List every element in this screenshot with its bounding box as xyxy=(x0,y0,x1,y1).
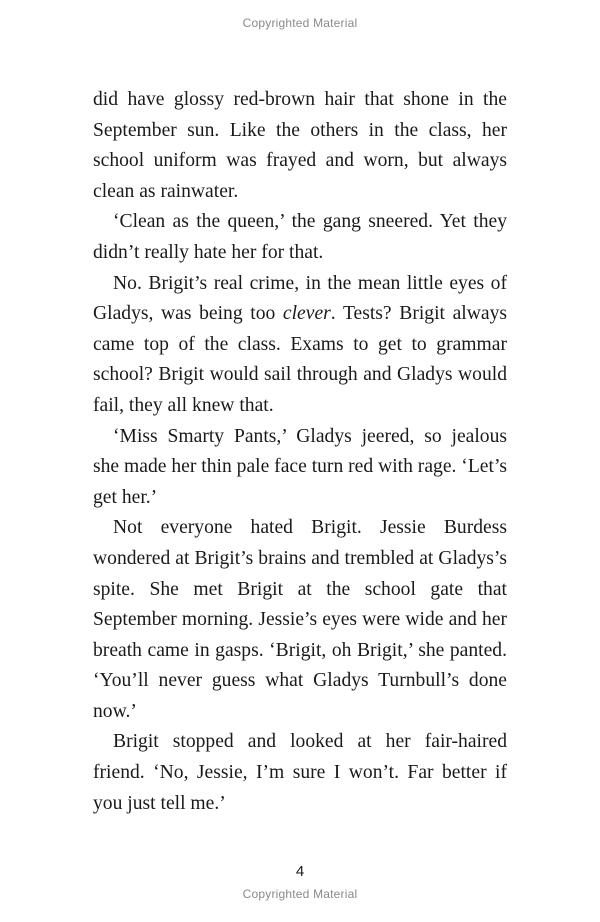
paragraph-3-end: . Tests? Brigit always came top of the class. Exams to get to grammar school? Brigit would sail through and Gladys would fail, they all knew that. xyxy=(93,303,507,416)
paragraph-2: ‘Clean as the queen,’ the gang sneered. Yet they didn’t really hate her for that. xyxy=(93,211,507,263)
body-text xyxy=(93,85,507,819)
paragraph-3 xyxy=(93,269,507,422)
paragraph-3-start: No. Brigit’s real crime, in the mean little eyes of Gladys, was being too xyxy=(93,272,507,325)
paragraph-6: Brigit stopped and looked at her fair-haired friend. ‘No, Jessie, I’m sure I won’t. Far better if you just tell me.’ xyxy=(93,731,507,814)
copyright-watermark-bottom: Copyrighted Material xyxy=(242,887,358,901)
paragraph-4: ‘Miss Smarty Pants,’ Gladys jeered, so jealous she made her thin pale face turn red with rage. ‘Let’s get her.’ xyxy=(93,425,508,508)
page-number: 4 xyxy=(295,863,305,880)
paragraph-1: did have glossy red-brown hair that shone in the September sun. Like the others in the class, her school uniform was frayed and worn, but always clean as rainwater. xyxy=(93,89,507,202)
copyright-watermark-top: Copyrighted Material xyxy=(242,16,358,30)
paragraph-5: Not everyone hated Brigit. Jessie Burdess wondered at Brigit’s brains and trembled at Gladys’s spite. She met Brigit at the school gate that September morning. Jessie’s eyes were wide and her breath came in gasps. ‘Brigit, oh Brigit,’ she panted. ‘You’ll never guess what Gladys Turnbull’s done now.’ xyxy=(93,517,507,722)
emphasis-clever: clever xyxy=(282,303,331,325)
